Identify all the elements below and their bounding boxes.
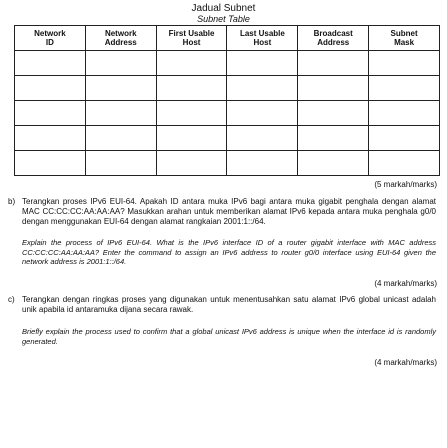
question-b-english: Explain the process of IPv6 EUI-64. What is the IPv6 interface ID of a router gigabit interface with MAC address CC:CC:CC:AA:AA:AA? Enter the command to assign an IPv6 address to router g0/0 interface using EUI-64 given the network address is 2001:1::/64. [22, 238, 436, 266]
table-cell [85, 76, 156, 101]
table-header-row [15, 26, 440, 51]
question-c-malay: Terangkan dengan ringkas proses yang digunakan untuk menentusahkan satu alamat IPv6 global unicast adalah unik apabila id antaramuka dijana secara rawak. [22, 295, 436, 314]
table-subtitle: Subnet Table [197, 14, 250, 24]
question-b-malay: Terangkan proses IPv6 EUI-64. Apakah ID antara muka IPv6 bagi antara muka gigabit penghala dengan alamat MAC CC:CC:CC:AA:AA:AA? Masukkan arahan untuk memberikan alamat IPv6 kepada antara muka penghala g0/0 dengan menggunakan EUI-64 dengan alamat rangkaian 2001:1::/64. [22, 197, 436, 226]
table-cell [369, 76, 440, 101]
table-cell [369, 51, 440, 76]
col-last-usable-host: Last Usable Host [227, 26, 298, 51]
table-cell [227, 101, 298, 126]
col-subnet-mask: Subnet Mask [369, 26, 440, 51]
question-b-label: b) [8, 197, 16, 206]
table-row [15, 76, 440, 101]
table-cell [298, 101, 369, 126]
marks-b: (4 markah/marks) [374, 279, 437, 288]
table-cell [156, 151, 227, 176]
table-cell [15, 51, 86, 76]
table-cell [227, 51, 298, 76]
table-body [15, 51, 440, 176]
table-title: Jadual Subnet [191, 3, 256, 14]
table-cell [15, 151, 86, 176]
table-cell [85, 126, 156, 151]
table-cell [156, 101, 227, 126]
table-cell [85, 51, 156, 76]
question-c-label: c) [8, 295, 15, 304]
table-cell [85, 101, 156, 126]
col-first-usable-host: First Usable Host [156, 26, 227, 51]
table-cell [369, 151, 440, 176]
table-cell [369, 126, 440, 151]
table-cell [227, 126, 298, 151]
col-network-address: Network Address [85, 26, 156, 51]
table-cell [15, 76, 86, 101]
table-cell [298, 126, 369, 151]
table-cell [156, 51, 227, 76]
subnet-table [14, 25, 440, 176]
table-cell [369, 101, 440, 126]
table-cell [298, 151, 369, 176]
table-cell [15, 126, 86, 151]
marks-a: (5 markah/marks) [374, 180, 437, 189]
table-cell [227, 151, 298, 176]
question-c-english: Briefly explain the process used to confirm that a global unicast IPv6 address is unique when the interface id is randomly generated. [22, 327, 436, 346]
marks-c: (4 markah/marks) [374, 358, 437, 367]
table-row [15, 51, 440, 76]
col-broadcast-address: Broadcast Address [298, 26, 369, 51]
col-network-id: Network ID [15, 26, 86, 51]
table-row [15, 151, 440, 176]
table-cell [298, 51, 369, 76]
table-row [15, 126, 440, 151]
table-cell [85, 151, 156, 176]
table-cell [15, 101, 86, 126]
table-cell [298, 76, 369, 101]
table-cell [156, 76, 227, 101]
table-row [15, 101, 440, 126]
table-cell [227, 76, 298, 101]
table-cell [156, 126, 227, 151]
